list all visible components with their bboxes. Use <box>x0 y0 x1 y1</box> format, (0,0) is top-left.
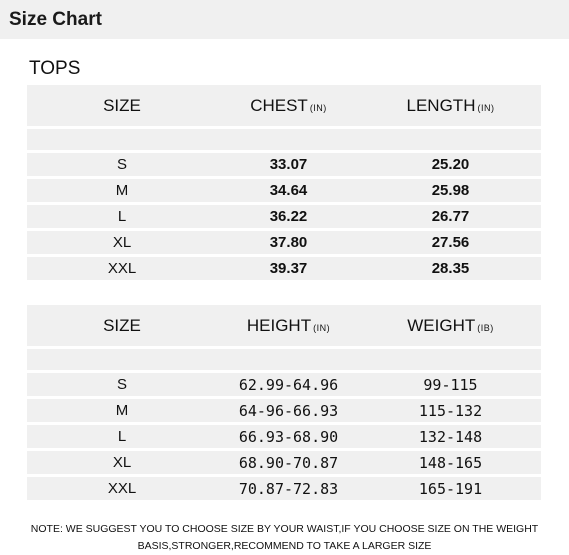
tops-section-title: TOPS <box>29 58 81 79</box>
size-cell: M <box>27 179 217 202</box>
header-bar <box>0 0 569 39</box>
length-cell: 28.35 <box>360 257 541 280</box>
length-cell: 27.56 <box>360 231 541 254</box>
weight-cell: 148-165 <box>360 451 541 474</box>
weight-cell: 115-132 <box>360 399 541 422</box>
body-header-row <box>27 305 541 346</box>
size-cell: L <box>27 425 217 448</box>
tops-size-table <box>27 82 541 283</box>
size-cell: XL <box>27 231 217 254</box>
chest-cell: 36.22 <box>217 205 360 228</box>
column-header-chest: CHEST (IN) <box>217 85 360 126</box>
height-cell: 62.99-64.96 <box>217 373 360 396</box>
spacer-row <box>27 129 541 150</box>
size-cell: S <box>27 373 217 396</box>
length-cell: 26.77 <box>360 205 541 228</box>
size-cell: M <box>27 399 217 422</box>
column-header-size: SIZE <box>27 305 217 346</box>
chest-cell: 39.37 <box>217 257 360 280</box>
column-header-size: SIZE <box>27 85 217 126</box>
height-cell: 68.90-70.87 <box>217 451 360 474</box>
table-row <box>27 205 541 228</box>
chest-cell: 33.07 <box>217 153 360 176</box>
note-line-1: NOTE: WE SUGGEST YOU TO CHOOSE SIZE BY YOUR WAIST,IF YOU CHOOSE SIZE ON THE WEIGHT <box>30 523 539 535</box>
height-cell: 64-96-66.93 <box>217 399 360 422</box>
table-row <box>27 179 541 202</box>
size-note <box>0 521 569 555</box>
tops-header-row <box>27 85 541 126</box>
weight-cell: 165-191 <box>360 477 541 500</box>
note-line-2: BASIS,STRONGER,RECOMMEND TO TAKE A LARGER SIZE <box>137 540 432 552</box>
size-cell: L <box>27 205 217 228</box>
spacer-row <box>27 349 541 370</box>
table-row <box>27 153 541 176</box>
table-row <box>27 451 541 474</box>
unit-label: (IN) <box>309 102 327 113</box>
unit-label: (IB) <box>477 322 494 333</box>
column-header-weight: WEIGHT (IB) <box>360 305 541 346</box>
height-cell: 70.87-72.83 <box>217 477 360 500</box>
weight-cell: 99-115 <box>360 373 541 396</box>
height-weight-table <box>27 302 541 503</box>
table-row <box>27 231 541 254</box>
length-cell: 25.98 <box>360 179 541 202</box>
chest-cell: 37.80 <box>217 231 360 254</box>
column-header-length: LENGTH (IN) <box>360 85 541 126</box>
page-title: Size Chart <box>9 9 102 30</box>
height-cell: 66.93-68.90 <box>217 425 360 448</box>
table-row <box>27 257 541 280</box>
size-cell: S <box>27 153 217 176</box>
chest-cell: 34.64 <box>217 179 360 202</box>
table-row <box>27 425 541 448</box>
length-cell: 25.20 <box>360 153 541 176</box>
column-header-height: HEIGHT (IN) <box>217 305 360 346</box>
size-cell: XXL <box>27 257 217 280</box>
unit-label: (IN) <box>313 322 331 333</box>
size-cell: XL <box>27 451 217 474</box>
weight-cell: 132-148 <box>360 425 541 448</box>
unit-label: (IN) <box>477 102 495 113</box>
table-row <box>27 373 541 396</box>
size-cell: XXL <box>27 477 217 500</box>
table-row <box>27 399 541 422</box>
table-row <box>27 477 541 500</box>
